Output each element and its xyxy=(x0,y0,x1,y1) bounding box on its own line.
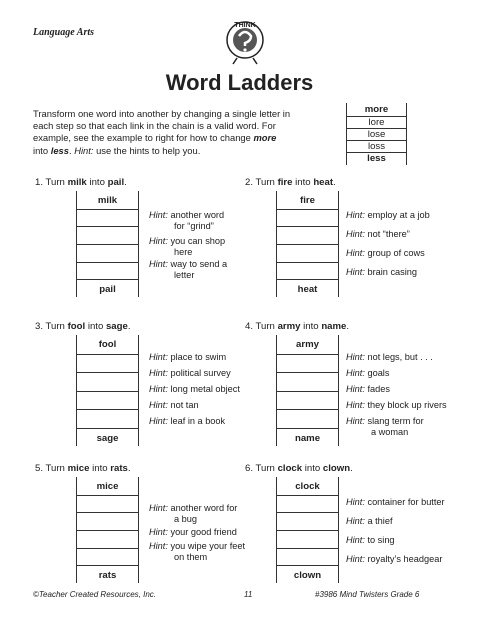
ladder-rung xyxy=(77,262,138,263)
ladder-rung xyxy=(277,391,338,392)
logo-text: THINK xyxy=(234,22,256,29)
footer-copyright: ©Teacher Created Resources, Inc. xyxy=(33,590,156,599)
intro-line: each step so that each link in the chain is a valid word. For xyxy=(33,120,276,132)
ladder-rung xyxy=(277,244,338,245)
problem-3-ladder xyxy=(76,335,139,446)
hint: Hint: fades xyxy=(346,384,390,394)
ladder-rung xyxy=(77,226,138,227)
ladder-end-word: name xyxy=(294,433,321,444)
ladder-rung xyxy=(77,512,138,513)
ladder-rung xyxy=(77,391,138,392)
hint: Hint: a thief xyxy=(346,516,393,526)
ladder-end-word: clown xyxy=(293,570,322,581)
ladder-rung xyxy=(77,209,138,210)
section-label: Language Arts xyxy=(33,27,95,38)
hint: Hint: another word for a bug xyxy=(149,503,238,524)
hint: Hint: political survey xyxy=(149,368,231,378)
ladder-end-word: pail xyxy=(99,284,116,295)
ladder-rung xyxy=(77,495,138,496)
ladder-word: loss xyxy=(367,141,386,152)
intro-line: into less. Hint: use the hints to help you. xyxy=(33,144,201,156)
problem-1-ladder xyxy=(76,191,139,297)
footer-page-number: 11 xyxy=(244,590,253,599)
hint: Hint: another word for “grind” xyxy=(149,210,225,231)
ladder-rung xyxy=(277,372,338,373)
ladder-rung xyxy=(277,495,338,496)
ladder-start-word: mice xyxy=(96,481,119,492)
ladder-rung xyxy=(277,354,338,355)
ladder-rung xyxy=(277,262,338,263)
ladder-rung xyxy=(277,530,338,531)
problem-2-label: 2. Turn fire into heat. xyxy=(245,177,336,188)
hint: Hint: leaf in a book xyxy=(149,416,226,426)
ladder-word: lose xyxy=(367,129,386,140)
ladder-word: lore xyxy=(368,117,385,128)
ladder-rung xyxy=(277,279,338,280)
hint: Hint: not tan xyxy=(149,400,199,410)
problem-6-label: 6. Turn clock into clown. xyxy=(245,463,353,474)
hint: Hint: you wipe your feet on them xyxy=(149,541,246,562)
ladder-rung xyxy=(77,409,138,410)
ladder-rung xyxy=(277,226,338,227)
ladder-rung xyxy=(277,209,338,210)
ladder-end-word: rats xyxy=(98,570,117,581)
hint: Hint: goals xyxy=(346,368,390,378)
hint: Hint: way to send a letter xyxy=(149,259,228,280)
ladder-rung xyxy=(77,548,138,549)
ladder-rung xyxy=(77,372,138,373)
hint: Hint: employ at a job xyxy=(346,210,430,220)
problem-6-ladder xyxy=(276,477,339,583)
ladder-word: less xyxy=(367,153,386,164)
problem-1-label: 1. Turn milk into pail. xyxy=(35,177,127,188)
ladder-rung xyxy=(277,512,338,513)
ladder-start-word: milk xyxy=(97,195,118,206)
page-title: Word Ladders xyxy=(165,70,314,95)
ladder-rung xyxy=(77,279,138,280)
ladder-start-word: army xyxy=(296,339,319,350)
hint: Hint: not legs, but . . . xyxy=(346,352,433,362)
problem-5-ladder xyxy=(76,477,139,583)
hint: Hint: your good friend xyxy=(149,527,237,537)
hint: Hint: place to swim xyxy=(149,352,227,362)
ladder-rung xyxy=(277,428,338,429)
ladder-rung xyxy=(277,409,338,410)
example-ladder xyxy=(346,103,407,165)
ladder-rung xyxy=(77,428,138,429)
ladder-rung xyxy=(77,354,138,355)
intro-line: example, see the example to right for how to change more xyxy=(33,132,277,144)
ladder-start-word: clock xyxy=(295,481,320,492)
problem-2-ladder xyxy=(276,191,339,297)
ladder-rung xyxy=(277,565,338,566)
think-logo xyxy=(225,18,265,66)
ladder-rung xyxy=(77,244,138,245)
ladder-word: more xyxy=(364,104,389,115)
hint: Hint: not “there” xyxy=(346,229,410,239)
hint: Hint: group of cows xyxy=(346,248,425,258)
ladder-start-word: fire xyxy=(300,195,315,206)
problem-4-ladder xyxy=(276,335,339,446)
intro-line: Transform one word into another by changing a single letter in xyxy=(33,108,291,119)
hint: Hint: slang term for a woman xyxy=(346,416,424,437)
ladder-start-word: fool xyxy=(98,339,117,350)
highlight-word: less xyxy=(50,144,69,156)
hint: Hint: they block up rivers xyxy=(346,400,447,410)
hint: Hint: you can shop here xyxy=(149,236,226,257)
problem-5-label: 5. Turn mice into rats. xyxy=(35,463,131,474)
hint: Hint: brain casing xyxy=(346,267,418,277)
ladder-end-word: sage xyxy=(96,433,119,444)
problem-4-label: 4. Turn army into name. xyxy=(245,321,350,332)
hint: Hint: container for butter xyxy=(346,497,445,507)
highlight-word: more xyxy=(253,132,277,144)
ladder-rung xyxy=(277,548,338,549)
problem-3-label: 3. Turn fool into sage. xyxy=(35,321,131,332)
hint: Hint: to sing xyxy=(346,535,395,545)
footer-book-title: #3986 Mind Twisters Grade 6 xyxy=(315,590,420,599)
hint: Hint: royalty’s headgear xyxy=(346,554,443,564)
ladder-rung xyxy=(77,530,138,531)
hint: Hint: long metal object xyxy=(149,384,240,394)
ladder-end-word: heat xyxy=(297,284,318,295)
ladder-rung xyxy=(77,565,138,566)
instructions xyxy=(33,108,325,157)
